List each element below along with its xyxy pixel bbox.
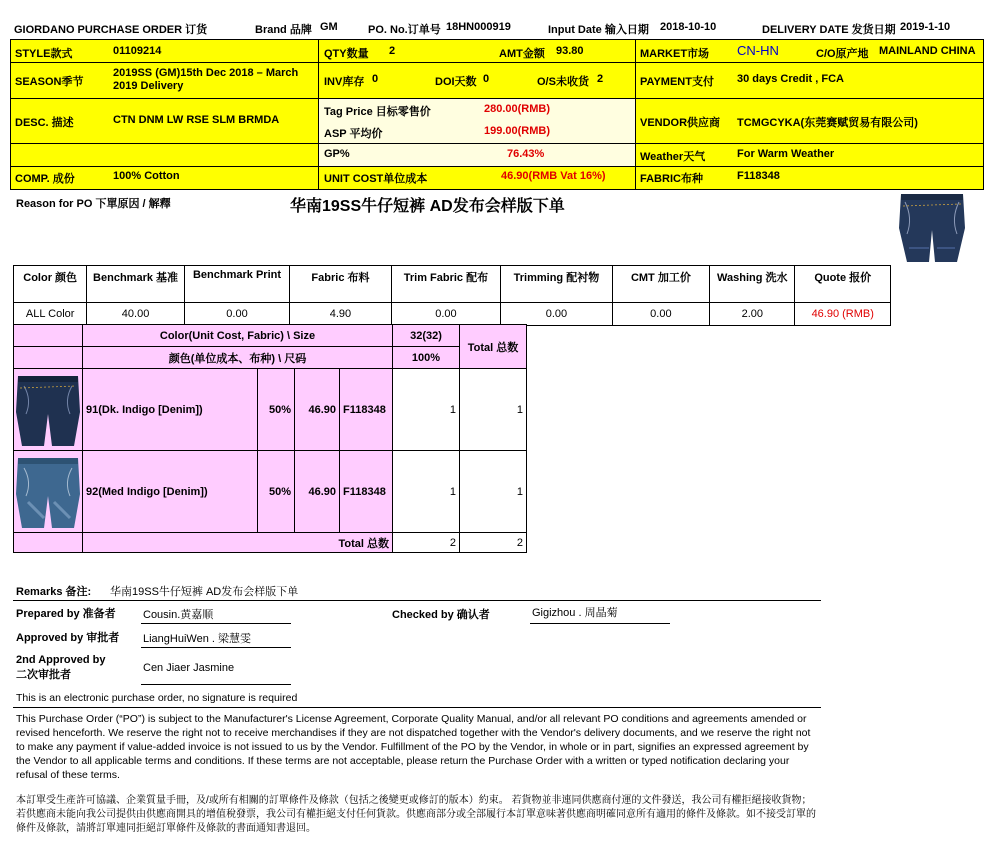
terms-chinese: 本訂單受生產許可協議、企業質量手冊，及/或所有相關的訂單條件及條款（包括之後變更或修訂的版本）約束。 若貨物並非連同供應商付運的文件發送，我公司有權拒絕接收貨物；若供應商未能向我公司提供由供應商開具的增值稅發票，我公司有權拒絕支付任何貨款。供應商部分或全部履行本訂單意味著供應商明確同意所有適用的條件及條款。如不接受訂單的條件及條款，請將訂單連同拒絕訂單條件及條款的書面通知書退回。 <box>16 795 816 834</box>
brand-label: Brand 品牌 <box>255 24 312 36</box>
matrix-header-cn: 颜色(单位成本、布种) \ 尺码 <box>83 347 393 369</box>
qty-value: 2 <box>389 45 396 57</box>
fabric-label: FABRIC布种 <box>640 173 703 185</box>
cost-cell-benchmark: 40.00 <box>87 303 184 326</box>
season-value: 2019SS (GM)15th Dec 2018 – March 2019 Delivery <box>113 67 299 92</box>
cost-cell-trim-fabric: 0.00 <box>391 303 500 326</box>
matrix-row-color: 92(Med Indigo [Denim]) <box>83 451 258 533</box>
outstanding-value: 2 <box>597 73 604 85</box>
product-image <box>893 188 971 266</box>
payment-label: PAYMENT支付 <box>640 76 714 88</box>
matrix-header-en: Color(Unit Cost, Fabric) \ Size <box>83 325 393 347</box>
composition-value: 100% Cotton <box>113 170 180 182</box>
cost-cell-fabric: 4.90 <box>290 303 391 326</box>
matrix-total-header: Total 总数 <box>460 325 527 369</box>
cost-cell-quote: 46.90 (RMB) <box>795 303 891 326</box>
style-label: STYLE款式 <box>15 48 73 60</box>
delivery-date-label: DELIVERY DATE 发货日期 <box>762 24 896 36</box>
matrix-row-cost: 46.90 <box>295 369 340 451</box>
po-title: GIORDANO PURCHASE ORDER 订货 <box>14 24 208 36</box>
doi-value: 0 <box>483 73 490 85</box>
inventory-label: INV库存 <box>324 76 365 88</box>
delivery-date-value: 2019-1-10 <box>900 21 951 33</box>
matrix-size-pct: 100% <box>393 347 460 369</box>
matrix-row-pct: 50% <box>258 451 295 533</box>
electronic-po-note: This is an electronic purchase order, no signature is required <box>16 692 298 704</box>
matrix-footer-qty: 2 <box>393 533 460 553</box>
matrix-corner-2 <box>14 347 83 369</box>
second-approved-label-cn: 二次审批者 <box>16 669 71 681</box>
vendor-value: TCMGCYKA(东莞赛赋贸易有限公司) <box>737 117 918 129</box>
second-approved-value: Cen Jiaer Jasmine <box>143 662 235 674</box>
origin-label: C/O原产地 <box>816 48 869 60</box>
remarks-value: 华南19SS牛仔短裤 AD发布会样版下单 <box>110 586 299 598</box>
second-approved-label: 2nd Approved by <box>16 654 106 666</box>
cost-header-trim-fabric: Trim Fabric 配布 <box>391 266 500 303</box>
cost-header-benchmark-print: Benchmark Print <box>184 266 289 303</box>
vendor-label: VENDOR供应商 <box>640 117 721 129</box>
asp-value: 199.00(RMB) <box>484 125 551 137</box>
description-label: DESC. 描述 <box>15 117 74 129</box>
matrix-row-qty: 1 <box>393 369 460 451</box>
cost-header-benchmark: Benchmark 基准 <box>87 266 184 303</box>
po-number-value: 18HN000919 <box>446 21 511 33</box>
cost-cell-benchmark-print: 0.00 <box>184 303 289 326</box>
reason-label: Reason for PO 下單原因 / 解釋 <box>16 198 171 210</box>
matrix-footer-label: Total 总数 <box>83 533 393 553</box>
cost-cell-color: ALL Color <box>14 303 87 326</box>
brand-value: GM <box>320 21 338 33</box>
description-value: CTN DNM LW RSE SLM BRMDA <box>113 114 280 126</box>
gp-label: GP% <box>324 148 350 160</box>
unit-cost-value: 46.90(RMB Vat 16%) <box>501 170 606 182</box>
input-date-label: Input Date 输入日期 <box>548 24 649 36</box>
tag-price-label: Tag Price 目标零售价 <box>324 106 431 118</box>
cost-cell-cmt: 0.00 <box>612 303 709 326</box>
style-value: 01109214 <box>113 45 162 57</box>
po-info-grid <box>10 39 984 190</box>
medium-indigo-shorts-image <box>14 452 82 532</box>
matrix-size-label: 32(32) <box>393 325 460 347</box>
matrix-row-cost: 46.90 <box>295 451 340 533</box>
amount-value: 93.80 <box>556 45 584 57</box>
cost-cell-washing: 2.00 <box>710 303 795 326</box>
asp-label: ASP 平均价 <box>324 128 383 140</box>
matrix-footer-total: 2 <box>460 533 527 553</box>
amount-label: AMT金额 <box>499 48 545 60</box>
cost-cell-trimming: 0.00 <box>501 303 613 326</box>
approved-by-value: LiangHuiWen . 梁慧雯 <box>143 633 252 645</box>
qty-label: QTY数量 <box>324 48 369 60</box>
po-number-label: PO. No.订单号 <box>368 24 441 36</box>
approved-by-label: Approved by 审批者 <box>16 632 120 644</box>
matrix-row-thumb <box>14 369 83 451</box>
weather-label: Weather天气 <box>640 151 706 163</box>
prepared-by-value: Cousin.黄嘉顺 <box>143 609 214 621</box>
matrix-row-fabric: F118348 <box>340 369 393 451</box>
terms-english: This Purchase Order (“PO”) is subject to the Manufacturer's License Agreement, Corporate Quality Manual, and/or all relevant PO conditions and agreements amended or revised henceforth. We reserve the right not to receive merchandises if they are not dispatched together with the Vendor's delivery documents, and we reserve the right not to make any payment if value-added invoice is not issued to us by the Vendor. Fulfillment of the PO by the Vendor, in whole or in part, signifies an expressed agreement by the Vendor to all applicable terms and conditions. If these terms are not acceptable, please return the Purchase Order with a written or typed notification declaring your refusal of these terms. <box>16 713 811 781</box>
checked-by-value: Gigizhou . 周晶菊 <box>532 607 618 619</box>
market-label: MARKET市场 <box>640 48 710 60</box>
cost-header-quote: Quote 报价 <box>795 266 891 303</box>
market-value: CN-HN <box>737 43 779 58</box>
matrix-row-fabric: F118348 <box>340 451 393 533</box>
fabric-value: F118348 <box>737 170 780 182</box>
reason-headline: 华南19SS牛仔短裤 AD发布会样版下单 <box>290 198 565 215</box>
composition-label: COMP. 成份 <box>15 173 75 185</box>
payment-value: 30 days Credit , FCA <box>737 73 844 85</box>
cost-header-color: Color 颜色 <box>14 266 87 303</box>
origin-value: MAINLAND CHINA <box>879 45 976 57</box>
matrix-row-qty: 1 <box>393 451 460 533</box>
doi-label: DOI天数 <box>435 76 477 88</box>
matrix-row-total: 1 <box>460 369 527 451</box>
outstanding-label: O/S未收货 <box>537 76 589 88</box>
season-label: SEASON季节 <box>15 76 84 88</box>
checked-by-label: Checked by 确认者 <box>392 609 490 621</box>
gp-value: 76.43% <box>507 148 545 160</box>
unit-cost-label: UNIT COST单位成本 <box>324 173 428 185</box>
inventory-value: 0 <box>372 73 379 85</box>
size-matrix-table <box>13 324 527 553</box>
cost-header-cmt: CMT 加工价 <box>612 266 709 303</box>
input-date-value: 2018-10-10 <box>660 21 717 33</box>
cost-header-washing: Washing 洗水 <box>710 266 795 303</box>
tag-price-value: 280.00(RMB) <box>484 103 551 115</box>
cost-breakdown-table <box>13 265 891 326</box>
matrix-row-pct: 50% <box>258 369 295 451</box>
matrix-row-thumb <box>14 451 83 533</box>
matrix-row-total: 1 <box>460 451 527 533</box>
remarks-label: Remarks 备注: <box>16 586 92 598</box>
matrix-row-color: 91(Dk. Indigo [Denim]) <box>83 369 258 451</box>
prepared-by-label: Prepared by 准备者 <box>16 608 116 620</box>
dark-indigo-shorts-image <box>14 370 82 450</box>
matrix-corner <box>14 325 83 347</box>
weather-value: For Warm Weather <box>737 148 835 160</box>
matrix-footer-blank <box>14 533 83 553</box>
cost-header-fabric: Fabric 布料 <box>290 266 391 303</box>
cost-header-trimming: Trimming 配衬物 <box>501 266 613 303</box>
